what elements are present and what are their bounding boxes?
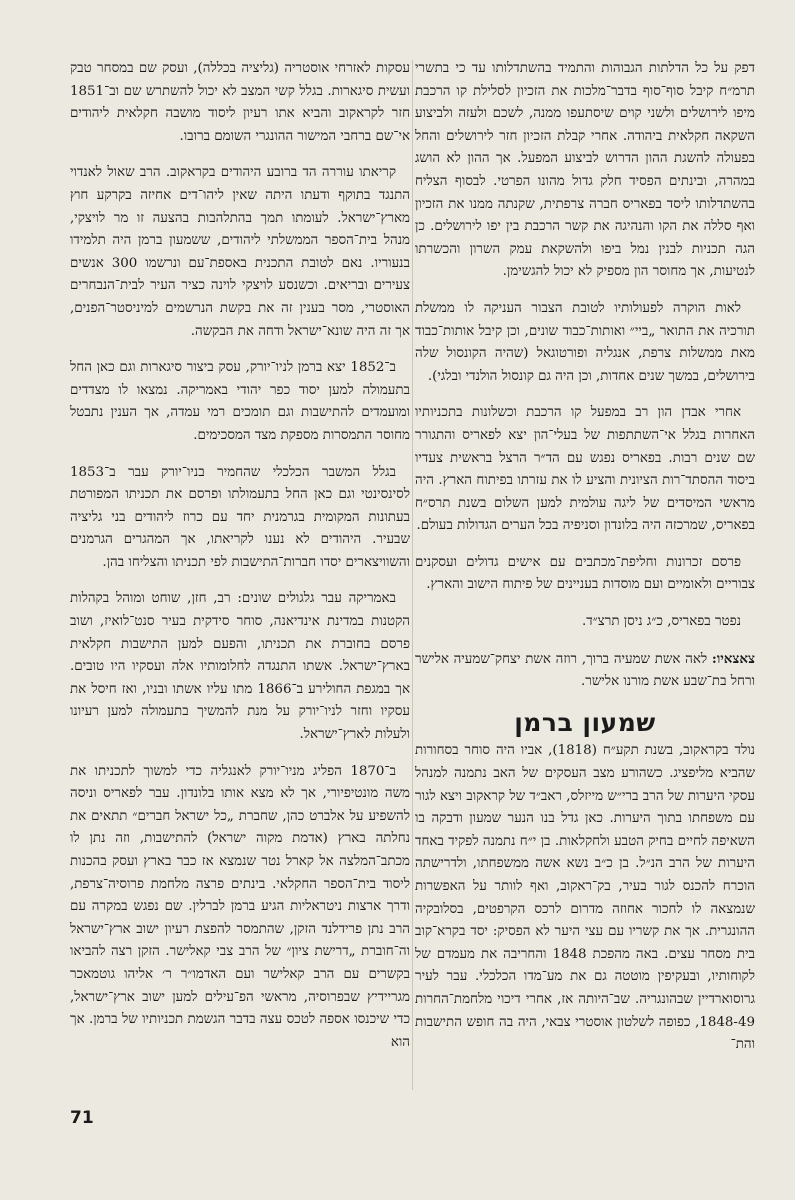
descendants-label: צאצאיו: [711,650,755,667]
section-heading: שמעון ברמן [514,707,656,737]
page-number: 71 [70,1108,94,1128]
right-column [415,58,755,1071]
paragraph: פרסם זכרונות וחליפת־מכתבים עם אישים גדולים ועסקנים צבוריים ולאומיים ועם מוסדות בעניינים של פיתוח הישוב והארץ. [415,554,755,593]
paragraph: קריאתו עוררה הד ברובע היהודים בקראקוב. הרב שאול לאנדוי התנגד בתוקף ודעתו היתה שאין ליהו־דים אחיזה בקרקע חוץ מארץ־ישראל. לעומתו תמך בהתלהבות בהצעה זו מר לויצקי, מנהל בית־הספר הממשלתי ליהודים, ששמעון ברמן היה תלמידו בנעוריו. נאם לטובת התכנית באספת־עם ונרשמו 300 אנשים צעירים ובריאים. וכשנסע לויצקי לוינה כציר העיר לבית־הנבחרים האוסטרי, מסר בענין זה את בקשת הנרשמים למיניסטר־הפנים, אך זה היה שונא־ישראל ודחה את הבקשה. [70,165,410,339]
column-divider [412,60,413,1090]
paragraph: ב־1852 יצא ברמן לניו־יורק, עסק ביצור סיגארות וגם כאן החל בתעמולה למען יסוד כפר יהודי באמריקה. נמצאו לו מצדדים ומועמדים להתישבות וגם תומכים רמי עמדה, אך הענין נתבטל מחוסר התמסרות מספקת מצד המסכימים. [70,360,410,443]
paragraph: בגלל המשבר הכלכלי שהחמיר בניו־יורק עבר ב־1853 לסינסינטי וגם כאן החל בתעמולתו ופרסם את תכניתו המפורטת בעתונות המקומית בגרמנית יחד עם כרוז ליהודים בני גליציה שבעיר. היהודים לא נענו לקריאתו, אך המהגרים הגרמנים והשוויצארים יסדו חברות־התישבות לפי תכניתו והצליחו בהן. [70,464,410,570]
paragraph: אחרי אבדן הון רב במפעל קו הרכבת וכשלונות בתכניותיו האחרות בגלל אי־השתתפות של בעלי־הון יצא לפאריס והתגורר שם שנים רבות. בפאריס נפגש עם הד״ר הרצל בראשית צעדיו ביסוד ההסתד־רות הציונית והציע לו את עזרתו בפיתוח הארץ. היה מראשי המיסדים של ליגה עולמית למען השלום בשנת תרס״ח בפאריס, שמרכזה היה בלונדון וסניפיה בכל הערים הגדולות בעולם. [415,405,755,534]
descendants-paragraph [415,648,755,694]
paragraph: באמריקה עבר גלגולים שונים: רב, חזן, שוחט ומוהל בקהלות הקטנות במדינת אינדיאנה, סוחר סידקית בעיר סנט־לואיז, ושוב פרסם בחוברת את תכניתו, והפעם למען התישבות חקלאית בארץ־ישראל. אשתו התנגדה לחלומותיו אלה ועסקיו היו טובים. אך במגפת החולירע ב־1866 מתו עליו אשתו ובניו, ואז חיסל את עסקיו וחזר לניו־יורק על מנת להמשיך בתעמולה למען רעיונו ולעלות לארץ־ישראל. [70,591,410,743]
paragraph: ב־1870 הפליג מניו־יורק לאנגליה כדי למשוך לתכניתו את משה מונטיפיורי, אך לא מצא אותו בלונדון. עבר לפאריס וניסה להשפיע על אלברט כהן, שחברת „כל ישראל חברים״ תתאים את נחלתה בארץ (אדמת מקוה ישראל) להתישבות, וזה נתן לו מכתב־המלצה אל קארל נטר שנמצא אז כבר בארץ ועסק בהכנות ליסוד בית־הספר החקלאי. בינתים פרצה מלחמת פרוסיה־צרפת, ודרך ארצות ניטראליות הגיע ברמן לברלין. שם נפגש במקרה עם הרב נתן פרידלנד הזקן, שהתמסר להפצת רעיון ישוב ארץ־ישראל וה־חוברת „דרישת ציון״ של הרב צבי קאלישר. הזקן רצה להביאו בקשרים עם הרב קאלישר ועם האדמו״ר ר׳ אליהו גוטמאכר מגריידיץ שבפרוסיה, מראשי הפ־עילים למען ישוב ארץ־ישראל, כדי שיכנסו אספה לטכס עצה בדבר הגשמת תכניותיו של ברמן. אך הוא [70,763,410,1050]
descendants-text: לאה אשת שמעיה ברוך, רוזה אשת יצחק־שמעיה אלישר ורחל בת־שבע אשת מורנו אלישר. [415,651,755,690]
paragraph: דפק על כל הדלתות הגבוהות והתמיד בהשתדלותו עד כי בתשרי תרמ״ח קיבל סוף־סוף בדבר־מלכות את הזכיון לסלילת קו הרכבת מיפו לירושלים ולשני קוים שיסתעפו ממנה, לשכם ולעזה ולביצוע השקאה חקלאית ביהודה. אחרי קבלת הזכיון חזר לירושלים והחל בפעולה להשגת ההון הדרוש לביצוע המפעל. אך ההון לא הושג במהרה, ובינתים הפסיד חלק גדול מהונו הפרטי. לבסוף הצליח בהשתדלותו ליסד בפאריס חברה צרפתית, שקנתה ממנו את הזכיון ואף סללה את הקו והנהיגה את קשר הרכבת בין יפו לירושלים. כן הגה תכניות לבנין נמל ביפו ולהשקאת עמק השרון והכשרתו לנטיעות, אך מחוסר הון מספיק לא יכול להגשימן. [415,61,755,280]
paragraph: נולד בקראקוב, בשנת תקע״ח (1818), אביו היה סוחר בסחורות שהביא מליפציג. כשהורע מצב העסקים של האב נתמנה למנהל עסקי היערות של הרב ברי״ש מייזלס, ראב״ד של קראקוב ויצא לגור עם משפחתו בתוך היערות. כאן גדל בנו הנער שמעון ודבקה בו השאיפה לחיים בחיק הטבע ולחקלאות. בן י״ח נתמנה לפקיד באחד היערות של הרב הנ״ל. בן כ״ב נשא אשה ממשפחתו, ולדרישתה הוכרח להכנס לגור בעיר, בק־ראקוב, ואף לוותר על האפשרות שנמצאה לו לחכור אחוזה מדרום לרכס הקרפטים, בסלובקיה ההונגרית. אך את קשריו עם עצי היער לא הפסיק: יסד בקרא־קוב בית מסחר עצים. באה מהפכת 1848 והחריבה את מעמדם של לקוחותיו, ובעקיפין מוטטה גם את מע־מדו הכלכלי. עבר לעיר גרוסוארדיין שבהונגריה. שב־היותה אז, אחרי דיכוי מלחמת־החרות 1848-49, כפופה לשלטון אוסטרי צבאי, היה בה חופש התישבות והת־ [415,743,755,1053]
paragraph: נפטר בפאריס, כ״ג ניסן תרצ״ד. [581,614,741,630]
left-column [70,58,410,1068]
paragraph: לאות הוקרה לפעולותיו לטובת הצבור העניקה לו ממשלת תורכיה את התואר „ביי״ ואותות־כבוד שונים, וכן קיבל אותות־כבוד מאת ממשלות צרפת, אנגליה ופורטוגאל (שהיה הקונסול שלה בירושלים, במשך שנים אחדות, וכן היה גם קונסול הולנדי ובלגי). [415,300,755,384]
paragraph: עסקות לאזרחי אוסטריה (גליציה בכללה), ועסק שם במסחר טבק ועשית סיגארות. בגלל קשי המצב לא יכול להשתרש שם וב־1851 חזר לקראקוב והביא אתו רעיון ליסוד מושבה חקלאית ליהודים אי־שם ברחבי המישור ההונגרי השומם ברובו. [70,61,410,144]
